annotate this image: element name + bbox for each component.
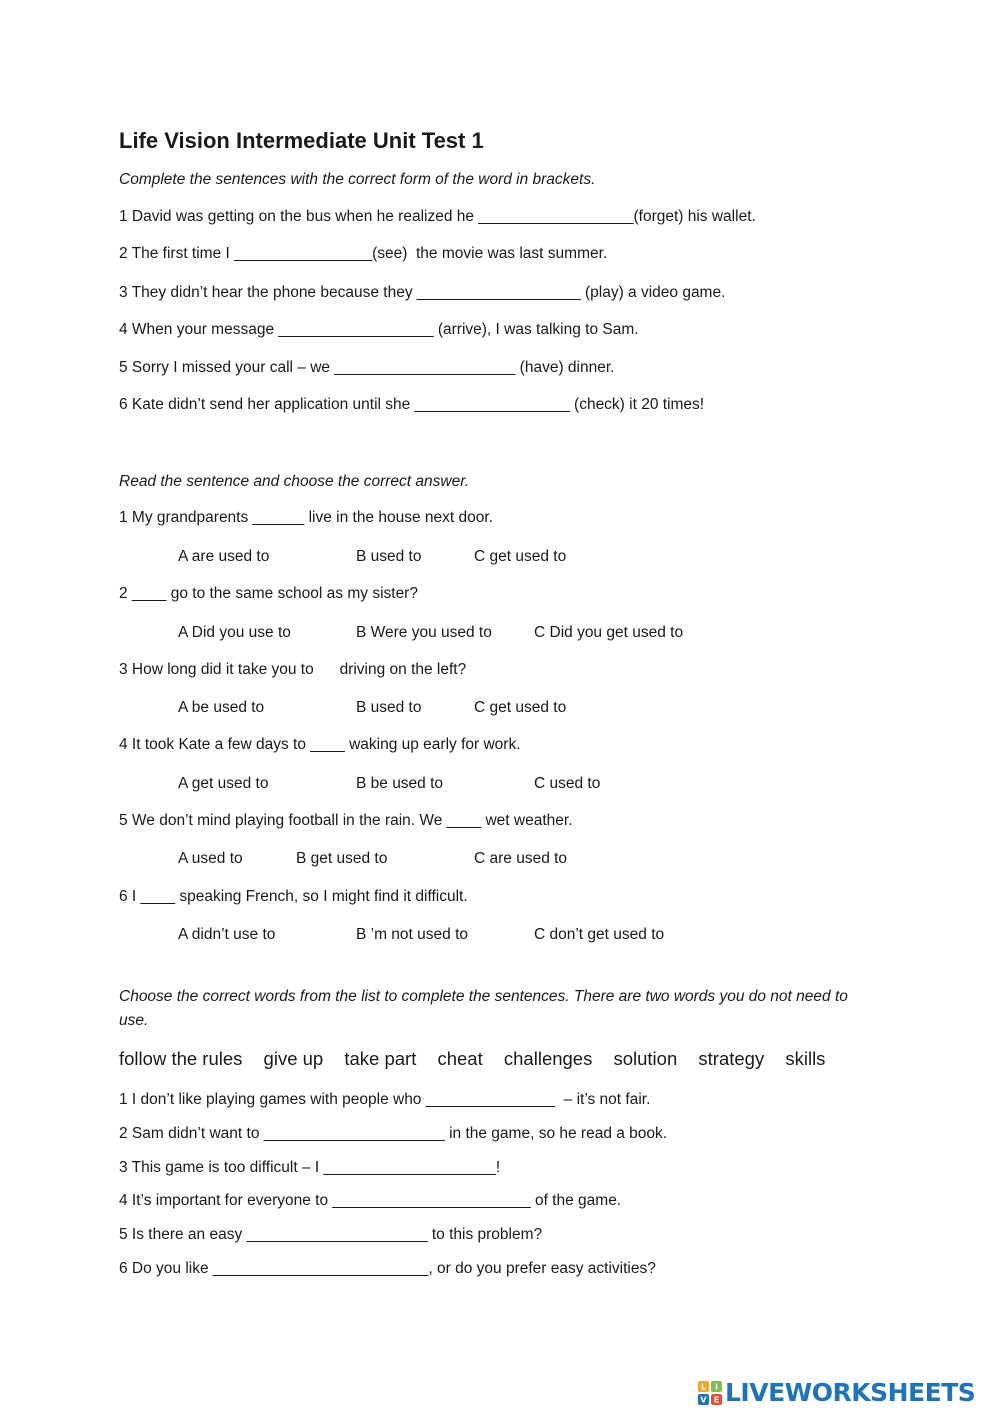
s2-question-2: 2 ____ go to the same school as my sister?	[119, 585, 418, 602]
word-bank-item: strategy	[698, 1048, 765, 1069]
s2-question-3: 3 How long did it take you to driving on the left?	[119, 661, 467, 678]
s3-item-6: 6 Do you like _________________________, or do you prefer easy activities?	[119, 1260, 656, 1277]
svg-text:E: E	[713, 1395, 720, 1404]
section3-instruction: Choose the correct words from the list to complete the sentences. There are two words you do not need to use.	[119, 988, 848, 1029]
s2-q4-option-a: A get used to	[178, 775, 269, 792]
s2-question-6: 6 I ____ speaking French, so I might find it difficult.	[119, 888, 468, 905]
word-bank	[119, 1048, 841, 1070]
s2-q3-option-a: A be used to	[178, 699, 265, 716]
liveworksheets-logo-icon	[698, 1381, 722, 1405]
s1-item-3: 3 They didn’t hear the phone because they ___________________ (play) a video game.	[119, 284, 726, 301]
s3-item-2: 2 Sam didn’t want to _____________________ in the game, so he read a book.	[119, 1125, 668, 1142]
s2-question-1: 1 My grandparents ______ live in the house next door.	[119, 509, 493, 526]
word-bank-item: skills	[785, 1048, 826, 1069]
s2-question-4: 4 It took Kate a few days to ____ waking up early for work.	[119, 736, 521, 753]
s2-q4-option-c: C used to	[534, 775, 601, 792]
s2-q1-option-c: C get used to	[474, 548, 567, 565]
s2-q6-option-b: B ’m not used to	[356, 926, 469, 943]
s2-q1-option-b: B used to	[356, 548, 422, 565]
page-title: Life Vision Intermediate Unit Test 1	[119, 128, 484, 153]
s1-item-6: 6 Kate didn’t send her application until she __________________ (check) it 20 times!	[119, 396, 705, 413]
word-bank-item: take part	[344, 1048, 417, 1069]
section2-instruction: Read the sentence and choose the correct answer.	[119, 473, 470, 490]
s2-q2-option-b: B Were you used to	[356, 624, 492, 641]
s1-item-1: 1 David was getting on the bus when he realized he __________________(forget) his wallet.	[119, 208, 756, 225]
s1-item-5: 5 Sorry I missed your call – we _____________________ (have) dinner.	[119, 359, 615, 376]
s2-q1-option-a: A are used to	[178, 548, 270, 565]
word-bank-item: challenges	[503, 1048, 593, 1069]
s1-item-2: 2 The first time I ________________(see) the movie was last summer.	[119, 245, 608, 262]
liveworksheets-logo	[698, 1378, 975, 1407]
s2-q6-option-a: A didn’t use to	[178, 926, 276, 943]
s2-q3-option-c: C get used to	[474, 699, 567, 716]
liveworksheets-logo-text: LIVEWORKSHEETS	[725, 1378, 976, 1407]
word-bank-item: give up	[263, 1048, 324, 1069]
s2-q5-option-a: A used to	[178, 850, 243, 867]
section1-instruction: Complete the sentences with the correct form of the word in brackets.	[119, 171, 596, 188]
s3-item-3: 3 This game is too difficult – I ____________________!	[119, 1159, 501, 1176]
word-bank-item: solution	[613, 1048, 678, 1069]
word-bank-item: follow the rules	[119, 1048, 243, 1069]
s2-q2-option-a: A Did you use to	[178, 624, 291, 641]
s2-question-5: 5 We don’t mind playing football in the rain. We ____ wet weather.	[119, 812, 573, 829]
s3-item-1: 1 I don’t like playing games with people who _______________ – it’s not fair.	[119, 1091, 651, 1108]
word-bank-item: cheat	[437, 1048, 483, 1069]
s3-item-4: 4 It’s important for everyone to _______________________ of the game.	[119, 1192, 622, 1209]
s2-q2-option-c: C Did you get used to	[534, 624, 684, 641]
s2-q4-option-b: B be used to	[356, 775, 444, 792]
s2-q6-option-c: C don’t get used to	[534, 926, 665, 943]
svg-text:V: V	[700, 1395, 707, 1404]
s2-q5-option-b: B get used to	[296, 850, 388, 867]
s1-item-4: 4 When your message __________________ (arrive), I was talking to Sam.	[119, 321, 639, 338]
svg-text:L: L	[700, 1382, 707, 1391]
s2-q3-option-b: B used to	[356, 699, 422, 716]
s2-q5-option-c: C are used to	[474, 850, 568, 867]
svg-text:I: I	[715, 1382, 718, 1391]
s3-item-5: 5 Is there an easy _____________________ to this problem?	[119, 1226, 543, 1243]
